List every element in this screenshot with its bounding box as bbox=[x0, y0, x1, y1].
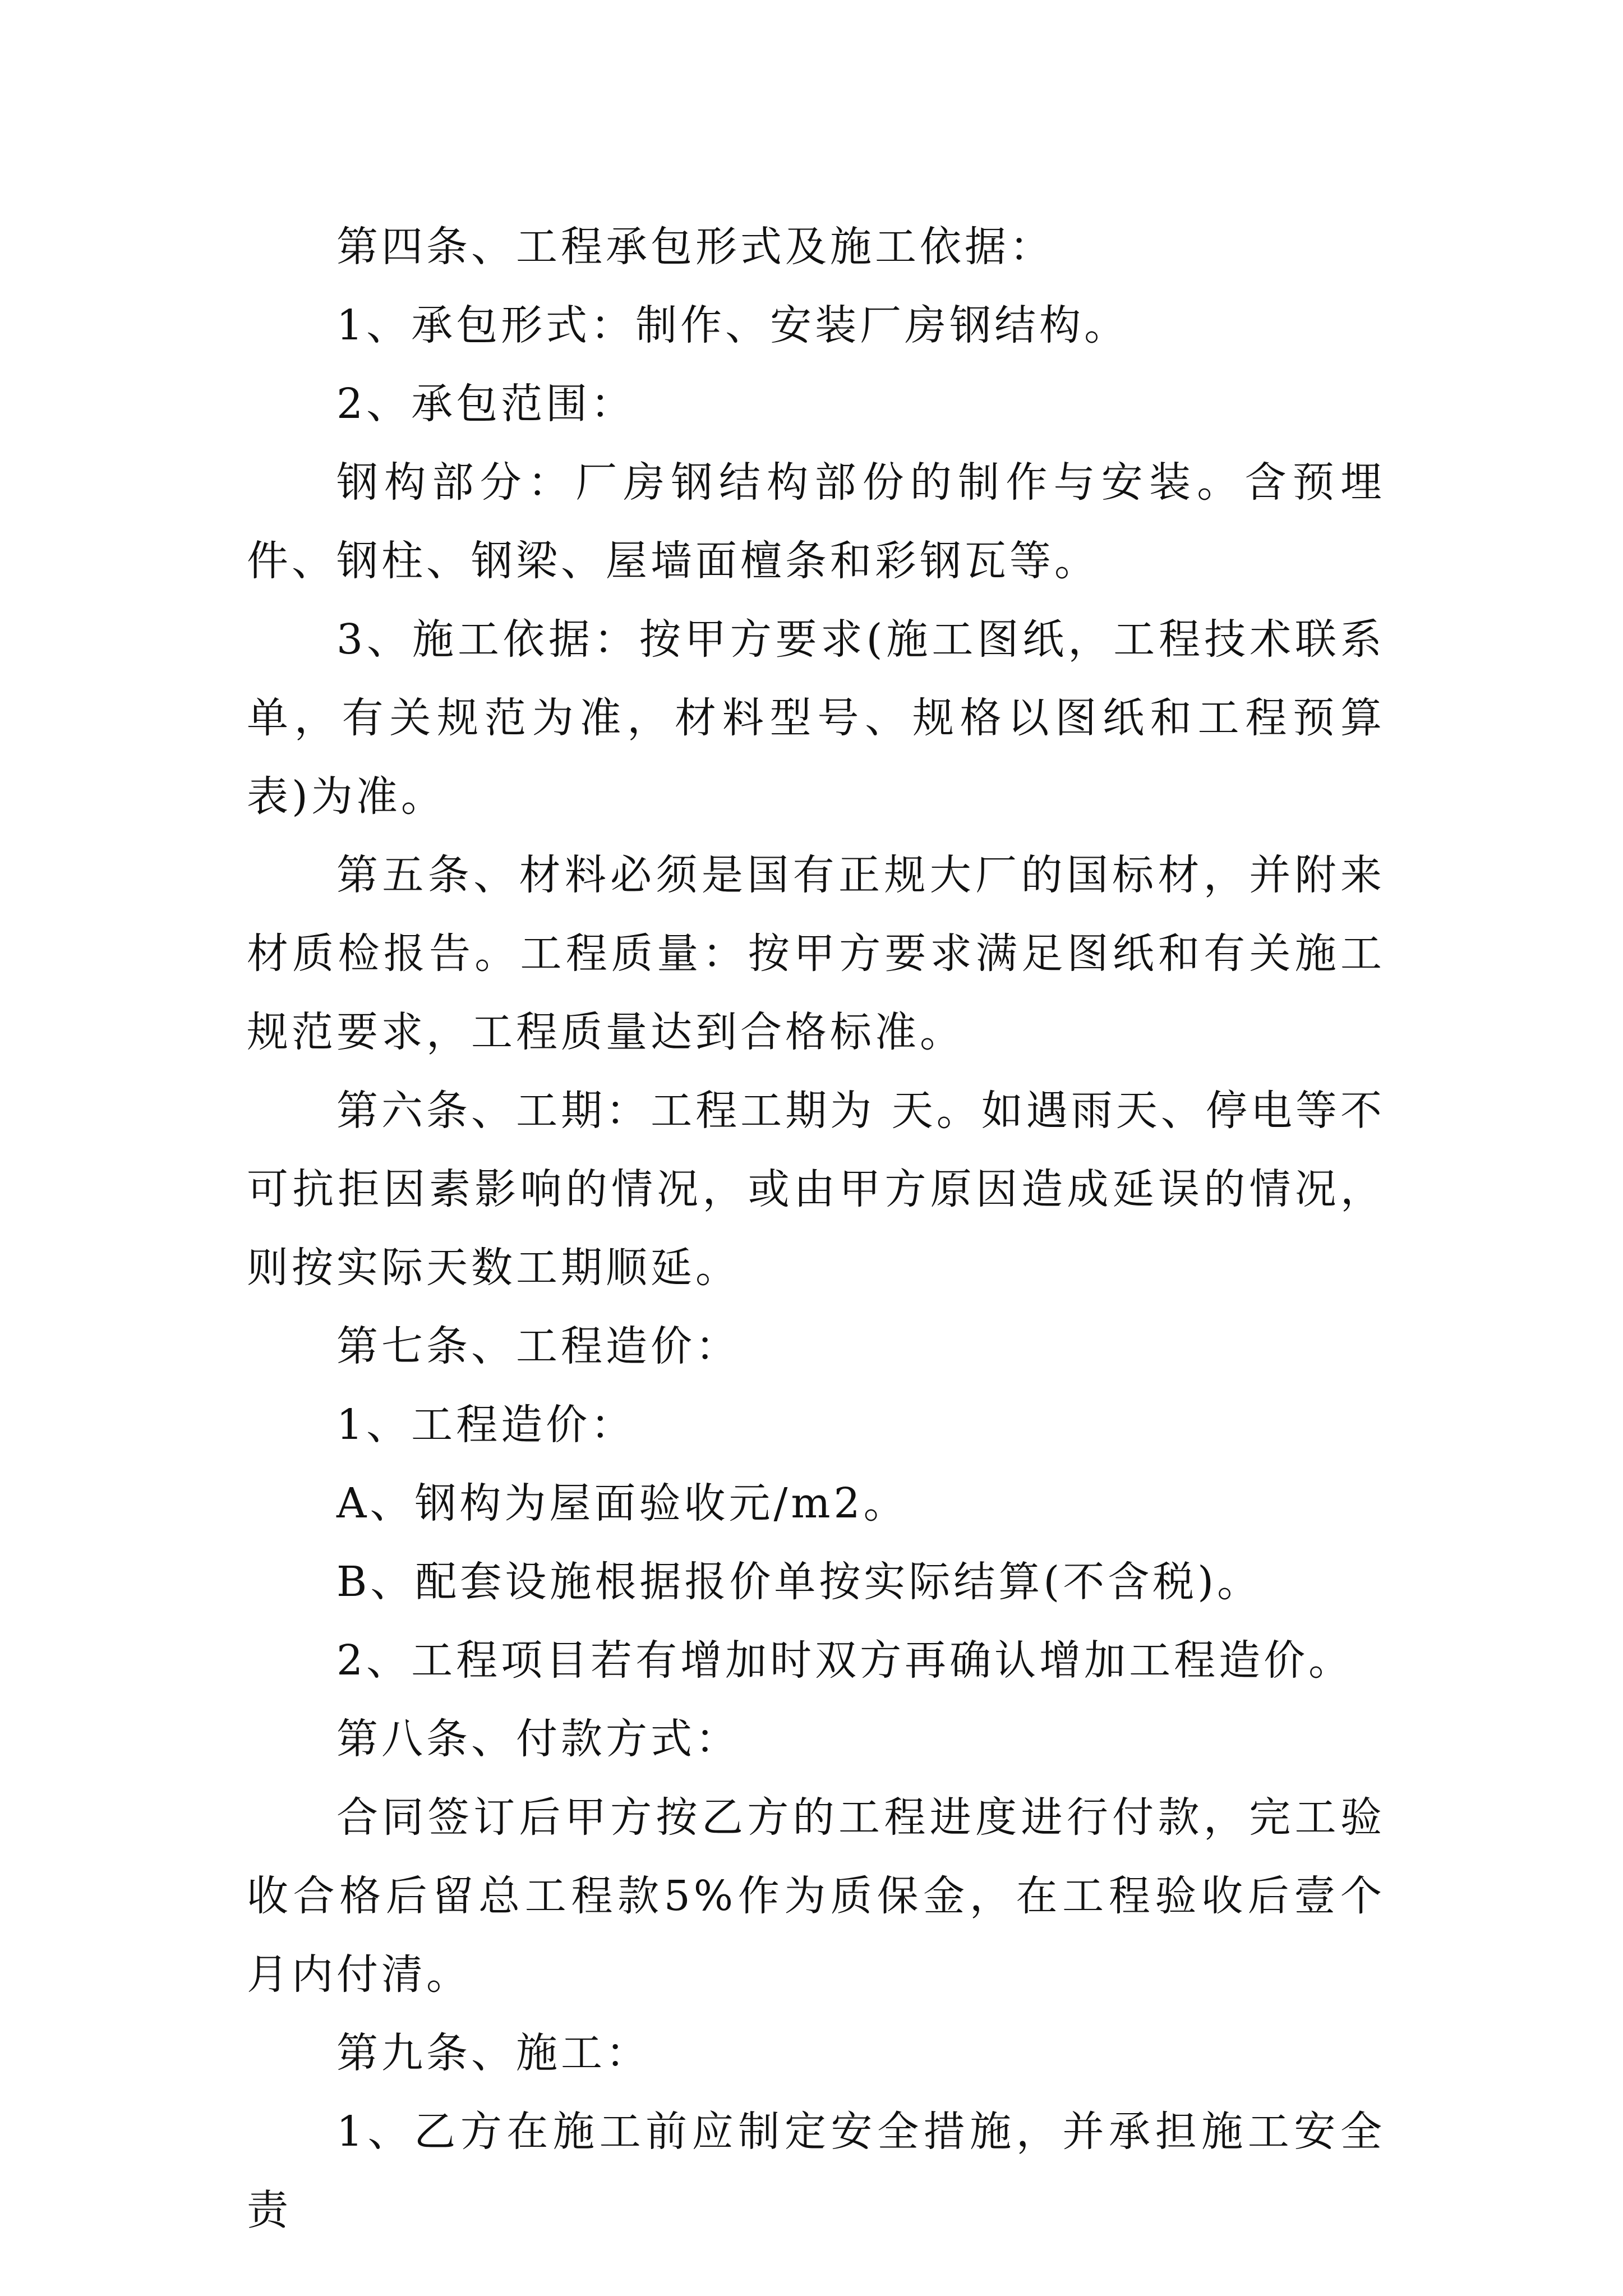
paragraph-construction-basis: 3、施工依据：按甲方要求(施工图纸，工程技术联系单，有关规范为准，材料型号、规格以图纸和工程预算表)为准。 bbox=[247, 615, 1385, 821]
paragraph-additional-cost: 2、工程项目若有增加时双方再确认增加工程造价。 bbox=[336, 1636, 1354, 1685]
paragraph-safety-measures: 1、乙方在施工前应制定安全措施，并承担施工安全责 bbox=[247, 2108, 1385, 2234]
paragraph-article-9: 第九条、施工： bbox=[336, 2029, 651, 2077]
paragraph-article-4: 第四条、工程承包形式及施工依据： bbox=[336, 223, 1054, 271]
paragraph-article-6: 第六条、工期：工程工期为 天。如遇雨天、停电等不可抗拒因素影响的情况，或由甲方原因造成延误的情况，则按实际天数工期顺延。 bbox=[247, 1087, 1385, 1292]
paragraph-article-5: 第五条、材料必须是国有正规大厂的国标材，并附来材质检报告。工程质量：按甲方要求满足图纸和有关施工规范要求，工程质量达到合格标准。 bbox=[247, 851, 1385, 1056]
paragraph-facilities-cost: B、配套设施根据报价单按实际结算(不含税)。 bbox=[336, 1558, 1262, 1606]
document-body bbox=[247, 208, 1385, 2249]
paragraph-project-cost: 1、工程造价： bbox=[336, 1401, 636, 1449]
paragraph-contract-scope: 2、承包范围： bbox=[336, 380, 636, 428]
paragraph-article-7: 第七条、工程造价： bbox=[336, 1322, 740, 1370]
paragraph-article-8: 第八条、付款方式： bbox=[336, 1715, 740, 1763]
paragraph-payment-terms: 合同签订后甲方按乙方的工程进度进行付款，完工验收合格后留总工程款5%作为质保金，在工程验收后壹个月内付清。 bbox=[247, 1793, 1385, 1999]
paragraph-steel-part: 钢构部分：厂房钢结构部份的制作与安装。含预埋件、钢柱、钢梁、屋墙面檀条和彩钢瓦等。 bbox=[247, 458, 1385, 585]
paragraph-steel-cost: A、钢构为屋面验收元/m2。 bbox=[336, 1479, 909, 1527]
paragraph-contract-form: 1、承包形式：制作、安装厂房钢结构。 bbox=[336, 301, 1129, 349]
